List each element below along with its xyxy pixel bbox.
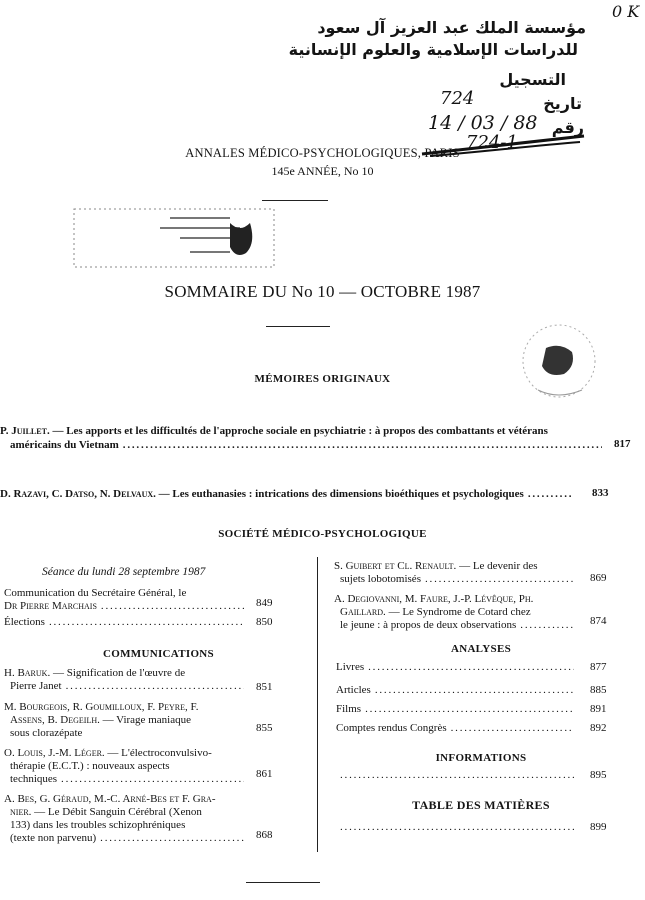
right-item-1	[334, 560, 578, 586]
item-1-title: — Signification de l'œuvre de	[50, 667, 186, 679]
memoire-1-title: — Les apports et les difficultés de l'approche sociale en psychiatrie : à propos des combattants et vétérans	[49, 425, 548, 437]
item-4-title: — Le Débit Sanguin Cérébral (Xenon	[31, 806, 202, 818]
right-item-2-title: — Le Syndrome de Cotard chez	[385, 606, 531, 618]
memoires-heading: MÉMOIRES ORIGINAUX	[254, 373, 391, 385]
item-1-authors: H. Baruk.	[4, 667, 51, 679]
leader-dots	[365, 703, 574, 716]
stamp-date: 14 / 03 / 88	[428, 112, 538, 134]
analyses-articles-page: 885	[590, 684, 607, 696]
leader-dots	[451, 722, 574, 735]
analyses-articles-label: Articles	[336, 684, 371, 696]
communication-sg-line2: Dr Pierre Marchais	[4, 600, 97, 612]
item-3-page: 861	[256, 768, 273, 780]
stamp-number-1: 724	[440, 88, 475, 109]
item-1-title-cont: Pierre Janet	[10, 680, 62, 692]
item-3-title: — L'électroconvulsivo-	[104, 747, 212, 759]
leader-dots	[375, 684, 574, 697]
item-3-authors: O. Louis, J.-M. Léger.	[4, 747, 105, 759]
item-2-page: 855	[256, 722, 273, 734]
analyses-films	[336, 703, 578, 716]
memoire-1-page: 817	[614, 438, 631, 450]
analyses-livres-label: Livres	[336, 661, 365, 673]
right-item-2-authors-cont: Gaillard.	[340, 606, 386, 618]
memoire-2-page: 833	[592, 487, 609, 499]
leader-dots	[340, 769, 574, 782]
item-2-authors-cont: Assens, B. Degeilh.	[10, 714, 100, 726]
stamp-number-2: 724-1	[466, 132, 518, 153]
item-2-title: — Virage maniaque	[99, 714, 191, 726]
journal-name: ANNALES MÉDICO-PSYCHOLOGIQUES, PARIS	[185, 146, 460, 160]
informations-entry	[340, 769, 578, 782]
right-item-1-page: 869	[590, 572, 607, 584]
item-4-page: 868	[256, 829, 273, 841]
right-item-1-title: — Le devenir des	[456, 560, 538, 572]
elections-label: Élections	[4, 616, 45, 628]
analyses-comptes-rendus	[336, 722, 578, 735]
item-4-authors: A. Bes, G. Géraud, M.-C. Arné-Bes et F. Gra-	[4, 793, 216, 805]
item-2-title-cont: sous clorazépate	[10, 727, 83, 739]
item-1-page: 851	[256, 681, 273, 693]
item-4-title-cont: 133) dans les troubles schizophréniques	[10, 819, 186, 831]
item-4-title-end: (texte non parvenu)	[10, 832, 97, 844]
seance-date: Séance du lundi 28 septembre 1987	[42, 566, 206, 578]
analyses-livres	[336, 661, 578, 674]
item-2-authors: M. Bourgeois, R. Goumilloux, F. Peyre, F.	[4, 701, 199, 713]
analyses-comptes-rendus-page: 892	[590, 722, 607, 734]
leader-dots	[340, 821, 574, 834]
memoire-1-authors: P. Juillet.	[0, 425, 50, 437]
right-item-2-title-cont: le jeune : à propos de deux observations	[340, 619, 517, 631]
leader-dots	[520, 619, 574, 632]
right-item-1-authors: S. Guibert et Cl. Renault.	[334, 560, 457, 572]
page-title: SOMMAIRE DU No 10 — OCTOBRE 1987	[164, 282, 481, 301]
communications-heading: COMMUNICATIONS	[103, 648, 214, 660]
journal-year-issue: 145e ANNÉE, No 10	[271, 164, 374, 178]
stamp-line-3: التسجيل	[499, 70, 566, 89]
societe-heading: SOCIÉTÉ MÉDICO-PSYCHOLOGIQUE	[218, 528, 427, 540]
analyses-comptes-rendus-label: Comptes rendus Congrès	[336, 722, 447, 734]
item-4-authors-cont: nier.	[10, 806, 32, 818]
handwritten-note: 0 K	[612, 2, 640, 21]
leader-dots	[425, 573, 574, 586]
item-3-title-cont: thérapie (E.C.T.) : nouveaux aspects	[10, 760, 170, 772]
analyses-livres-page: 877	[590, 661, 607, 673]
stamp-line-4: تاريخ	[543, 94, 582, 113]
table-matieres-entry	[340, 821, 578, 834]
informations-heading: INFORMATIONS	[435, 752, 527, 764]
analyses-films-label: Films	[336, 703, 362, 715]
right-item-1-title-cont: sujets lobotomisés	[340, 573, 421, 585]
elections-page: 850	[256, 616, 273, 628]
right-item-2-page: 874	[590, 615, 607, 627]
right-item-2-authors: A. Degiovanni, M. Faure, J.-P. Lévêque, Ph.	[334, 593, 534, 605]
informations-page: 895	[590, 769, 607, 781]
item-3-title-end: techniques	[10, 773, 58, 785]
stamp-line-2: للدراسات الإسلامية والعلوم الإنسانية	[288, 40, 578, 59]
memoire-2-authors: D. Razavi, C. Datso, N. Delvaux.	[0, 488, 156, 500]
communication-sg-line1: Communication du Secrétaire Général, le	[4, 587, 187, 599]
leader-dots	[368, 661, 574, 674]
communication-sg-page: 849	[256, 597, 273, 609]
analyses-articles	[336, 684, 578, 697]
footer-divider	[246, 882, 320, 883]
table-matieres-heading: TABLE DES MATIÈRES	[412, 798, 550, 812]
memoire-2-title: — Les euthanasies : intrications des dimensions bioéthiques et psychologiques	[155, 488, 524, 500]
memoire-1-title-cont: américains du Vietnam	[10, 439, 119, 451]
analyses-films-page: 891	[590, 703, 607, 715]
table-matieres-page: 899	[590, 821, 607, 833]
right-item-2	[334, 593, 578, 632]
analyses-heading: ANALYSES	[450, 643, 512, 655]
stamp-line-1: مؤسسة الملك عبد العزيز آل سعود	[317, 18, 586, 37]
stamp-line-5: رقم	[551, 118, 584, 137]
